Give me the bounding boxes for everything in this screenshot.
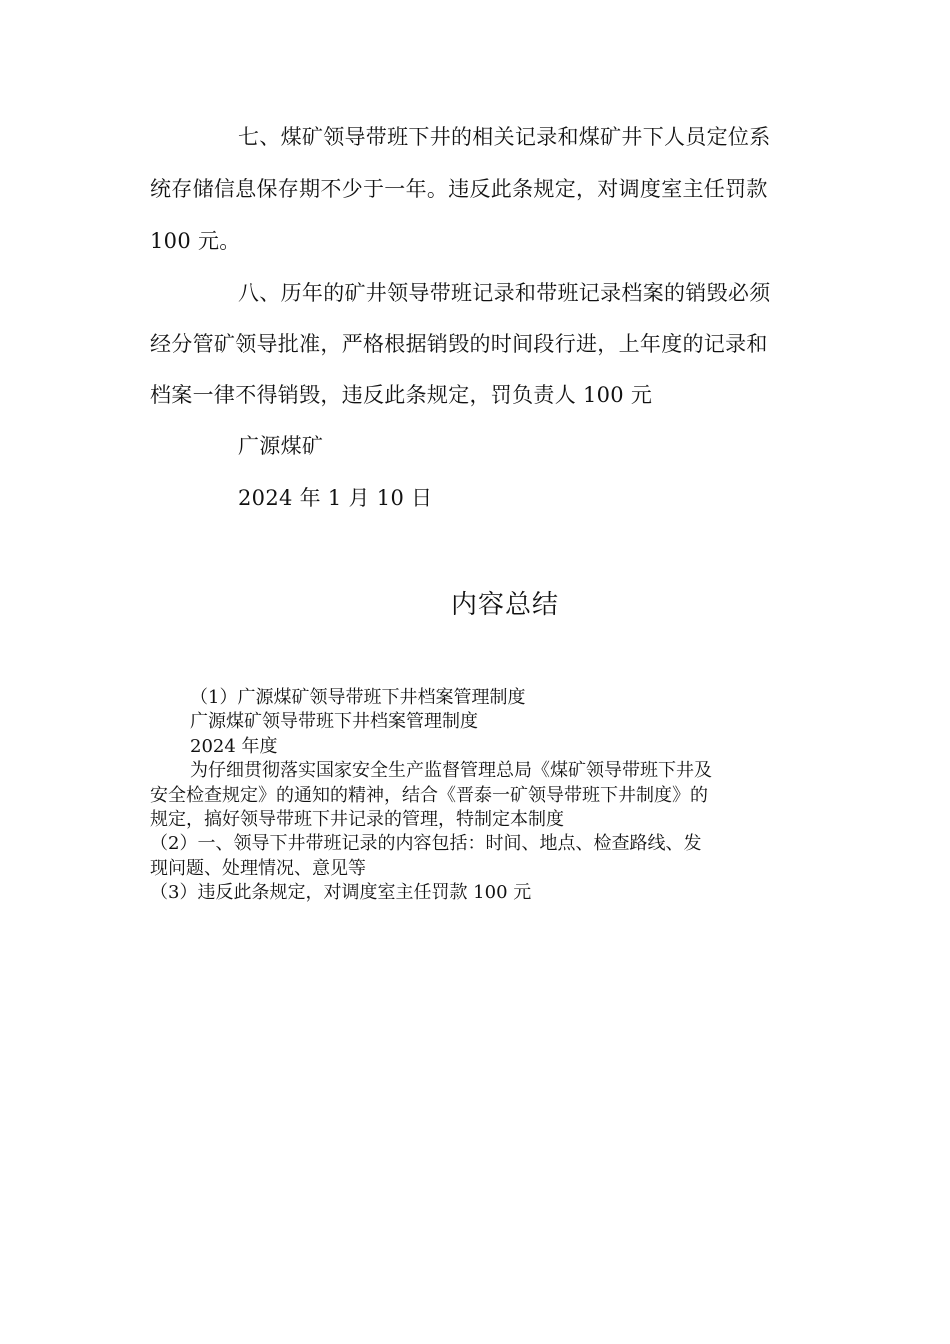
summary-line-7: （2）一、领导下井带班记录的内容包括：时间、地点、检查路线、发	[150, 833, 702, 854]
para8-line-1: 八、历年的矿井领导带班记录和带班记录档案的销毁必须	[238, 281, 771, 305]
para7-line-3: 100 元。	[150, 229, 241, 253]
summary-line-5: 安全检查规定》的通知的精神，结合《晋泰一矿领导带班下井制度》的	[150, 785, 708, 806]
para7-line-1: 七、煤矿领导带班下井的相关记录和煤矿井下人员定位系	[238, 125, 771, 149]
para8-line-2: 经分管矿领导批准，严格根据销毁的时间段行进，上年度的记录和	[150, 332, 768, 356]
summary-line-1: （1）广源煤矿领导带班下井档案管理制度	[190, 687, 526, 708]
date: 2024 年 1 月 10 日	[238, 486, 433, 510]
signature: 广源煤矿	[238, 434, 324, 458]
summary-line-4: 为仔细贯彻落实国家安全生产监督管理总局《煤矿领导带班下井及	[190, 760, 712, 781]
summary-line-6: 规定，搞好领导带班下井记录的管理，特制定本制度	[150, 809, 564, 830]
para8-line-3: 档案一律不得销毁，违反此条规定，罚负责人 100 元	[150, 383, 653, 407]
summary-line-9: （3）违反此条规定，对调度室主任罚款 100 元	[150, 882, 532, 903]
summary-line-3: 2024 年度	[190, 736, 278, 757]
summary-title: 内容总结	[450, 590, 559, 620]
summary-line-2: 广源煤矿领导带班下井档案管理制度	[190, 711, 478, 732]
summary-line-8: 现问题、处理情况、意见等	[150, 858, 366, 879]
para7-line-2: 统存储信息保存期不少于一年。违反此条规定，对调度室主任罚款	[150, 177, 768, 201]
